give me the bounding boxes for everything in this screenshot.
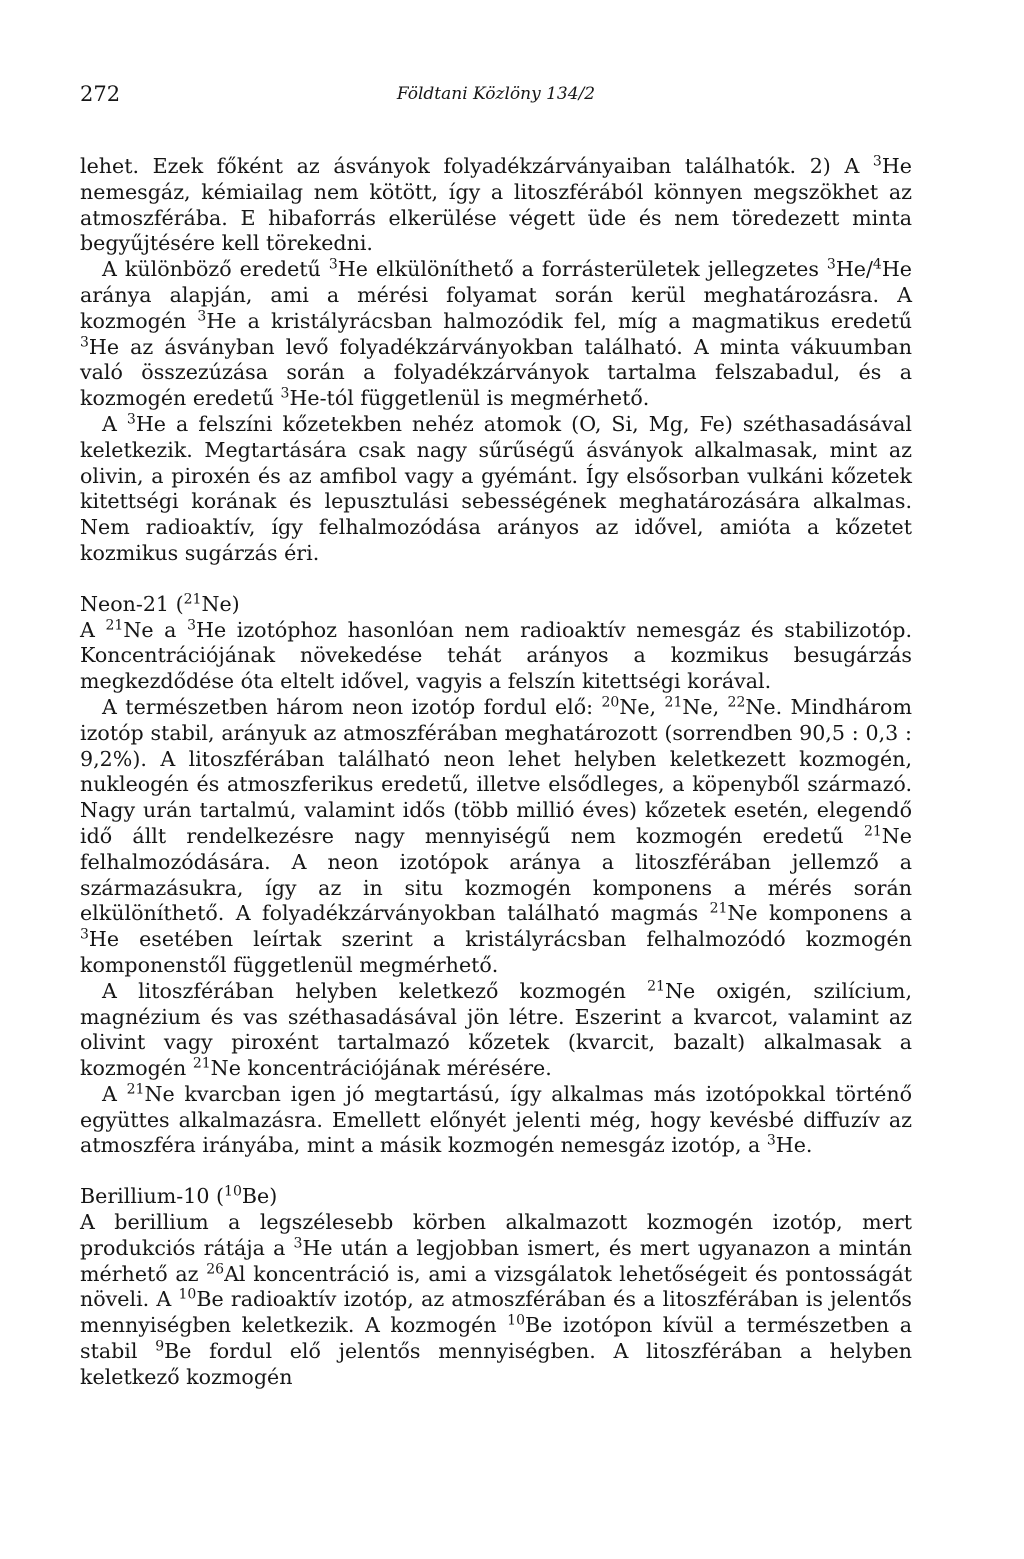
superscript: 21	[105, 617, 124, 634]
paragraph: lehet. Ezek főként az ásványok folyadékzárványaiban találhatók. 2) A $^3$He nemesgáz, kémiailag nem kötött, így a litoszférából könnyen megszökhet az atmoszférába. E hibaforrás elkerülése végett üde és nem töredezett minta begyűjtésére kell törekedni.	[80, 153, 912, 256]
superscript: 3	[328, 256, 338, 273]
paragraph: A különböző eredetű $^3$He elkülöníthető a forrásterületek jellegzetes $^3$He/$^4$He aránya alapján, ami a mérési folyamat során kerül meghatározásra. A kozmogén $^3$He a kristályrácsban halmozódik fel, míg a magmatikus eredetű $^3$He az ásványban levő folyadékzárványokban található. A minta vákuumban való összezúzása során a folyadékzárványok tartalma felszabadul, és a kozmogén eredetű $^3$He-tól függetlenül is megmérhető.	[80, 256, 912, 411]
superscript: 21	[863, 823, 882, 840]
superscript: 3	[826, 256, 836, 273]
superscript: 3	[187, 617, 196, 634]
superscript: 21	[183, 591, 202, 608]
paragraph: A $^{21}$Ne kvarcban igen jó megtartású, így alkalmas más izotópokkal történő együttes alkalmazásra. Emellett előnyét jelenti még, hogy kevésbé diffuzív az atmoszféra irányába, mint a másik kozmogén nemesgáz izotóp, a $^3$He.	[80, 1081, 912, 1158]
paragraph: A természetben három neon izotóp fordul elő: $^{20}$Ne, $^{21}$Ne, $^{22}$Ne. Mindhárom izotóp stabil, arányuk az atmoszférában meghatározott (sorrendben 90,5 : 0,3 : 9,2%). A litoszférában található neon lehet helyben keletkezett kozmogén, nukleogén és atmoszferikus eredetű, illetve elsődleges, a köpenyből származó. Nagy urán tartalmú, valamint idős (több millió éves) kőzetek esetén, elegendő idő állt rendelkezésre nagy mennyiségű nem kozmogén eredetű $^{21}$Ne felhalmozódására. A neon izotópok aránya a litoszférában jellemző a származásukra, így az in situ kozmogén komponens a mérés során elkülöníthető. A folyadékzárványokban található magmás $^{21}$Ne komponens a $^3$He esetében leírtak szerint a kristályrácsban felhalmozódó kozmogén komponenstől függetlenül megmérhető.	[80, 694, 912, 977]
superscript: 26	[206, 1261, 225, 1278]
superscript: 21	[709, 901, 728, 918]
page	[80, 70, 912, 1391]
superscript: 21	[664, 694, 683, 711]
superscript: 21	[647, 978, 665, 995]
superscript: 3	[280, 385, 290, 402]
section-heading-beryllium: Berillium-10 ($^{10}$Be)	[80, 1184, 278, 1209]
superscript: 10	[507, 1312, 525, 1329]
superscript: 3	[872, 153, 882, 170]
superscript: 10	[224, 1184, 242, 1200]
paragraph: A $^{21}$Ne a $^3$He izotóphoz hasonlóan nem radioaktív nemesgáz és stabilizotóp. Koncentrációjának növekedése tehát arányos a kozmikus besugárzás megkezdődése óta eltelt idővel, vagyis a felszín kitettségi korával.	[80, 617, 913, 694]
paragraph: A berillium a legszélesebb körben alkalmazott kozmogén izotóp, mert produkciós rátája a $^3$He után a legjobban ismert, és mert ugyanazon a mintán mérhető az $^{26}$Al koncentráció is, ami a vizsgálatok lehetőségeit és pontosságát növeli. A $^{10}$Be radioaktív izotóp, az atmoszférában és a litoszférában is jelentős mennyiségben keletkezik. A kozmogén $^{10}$Be izotópon kívül a természetben a stabil $^9$Be fordul elő jelentős mennyiségben. A litoszférában a helyben keletkező kozmogén	[80, 1210, 913, 1389]
paragraph: A $^3$He a felszíni kőzetekben nehéz atomok (O, Si, Mg, Fe) széthasadásával keletkezik. Megtartására csak nagy sűrűségű ásványok alkalmasak, mint az olivin, a piroxén és az amfibol vagy a gyémánt. Így elsősorban vulkáni kőzetek kitettségi korának és lepusztulási sebességének meghatározására alkalmas. Nem radioaktív, így felhalmozódása arányos az idővel, amióta a kőzetet kozmikus sugárzás éri.	[80, 411, 912, 565]
superscript: 21	[126, 1081, 145, 1098]
superscript: 20	[601, 694, 620, 711]
superscript: 3	[80, 926, 89, 943]
superscript: 3	[80, 334, 89, 351]
paragraph: A litoszférában helyben keletkező kozmogén $^{21}$Ne oxigén, szilícium, magnézium és vas széthasadásával jön létre. Eszerint a kvarcot, valamint az olivint vagy piroxént tartalmazó kőzetek (kvarcit, bazalt) alkalmasak a kozmogén $^{21}$Ne koncentrációjának mérésére.	[80, 978, 912, 1081]
page-number: 272	[80, 82, 121, 106]
superscript: 4	[872, 256, 882, 273]
superscript: 3	[126, 411, 136, 428]
superscript: 10	[178, 1287, 197, 1304]
superscript: 22	[727, 694, 746, 711]
superscript: 21	[192, 1055, 211, 1072]
superscript: 9	[155, 1338, 165, 1355]
journal-title: Földtani Közlöny 134/2	[396, 84, 596, 104]
section-heading-neon: Neon-21 ($^{21}$Ne)	[80, 591, 240, 616]
article-body	[80, 154, 912, 1391]
superscript: 3	[197, 308, 207, 325]
superscript: 3	[766, 1133, 776, 1150]
running-head	[80, 70, 912, 120]
superscript: 3	[293, 1235, 303, 1252]
